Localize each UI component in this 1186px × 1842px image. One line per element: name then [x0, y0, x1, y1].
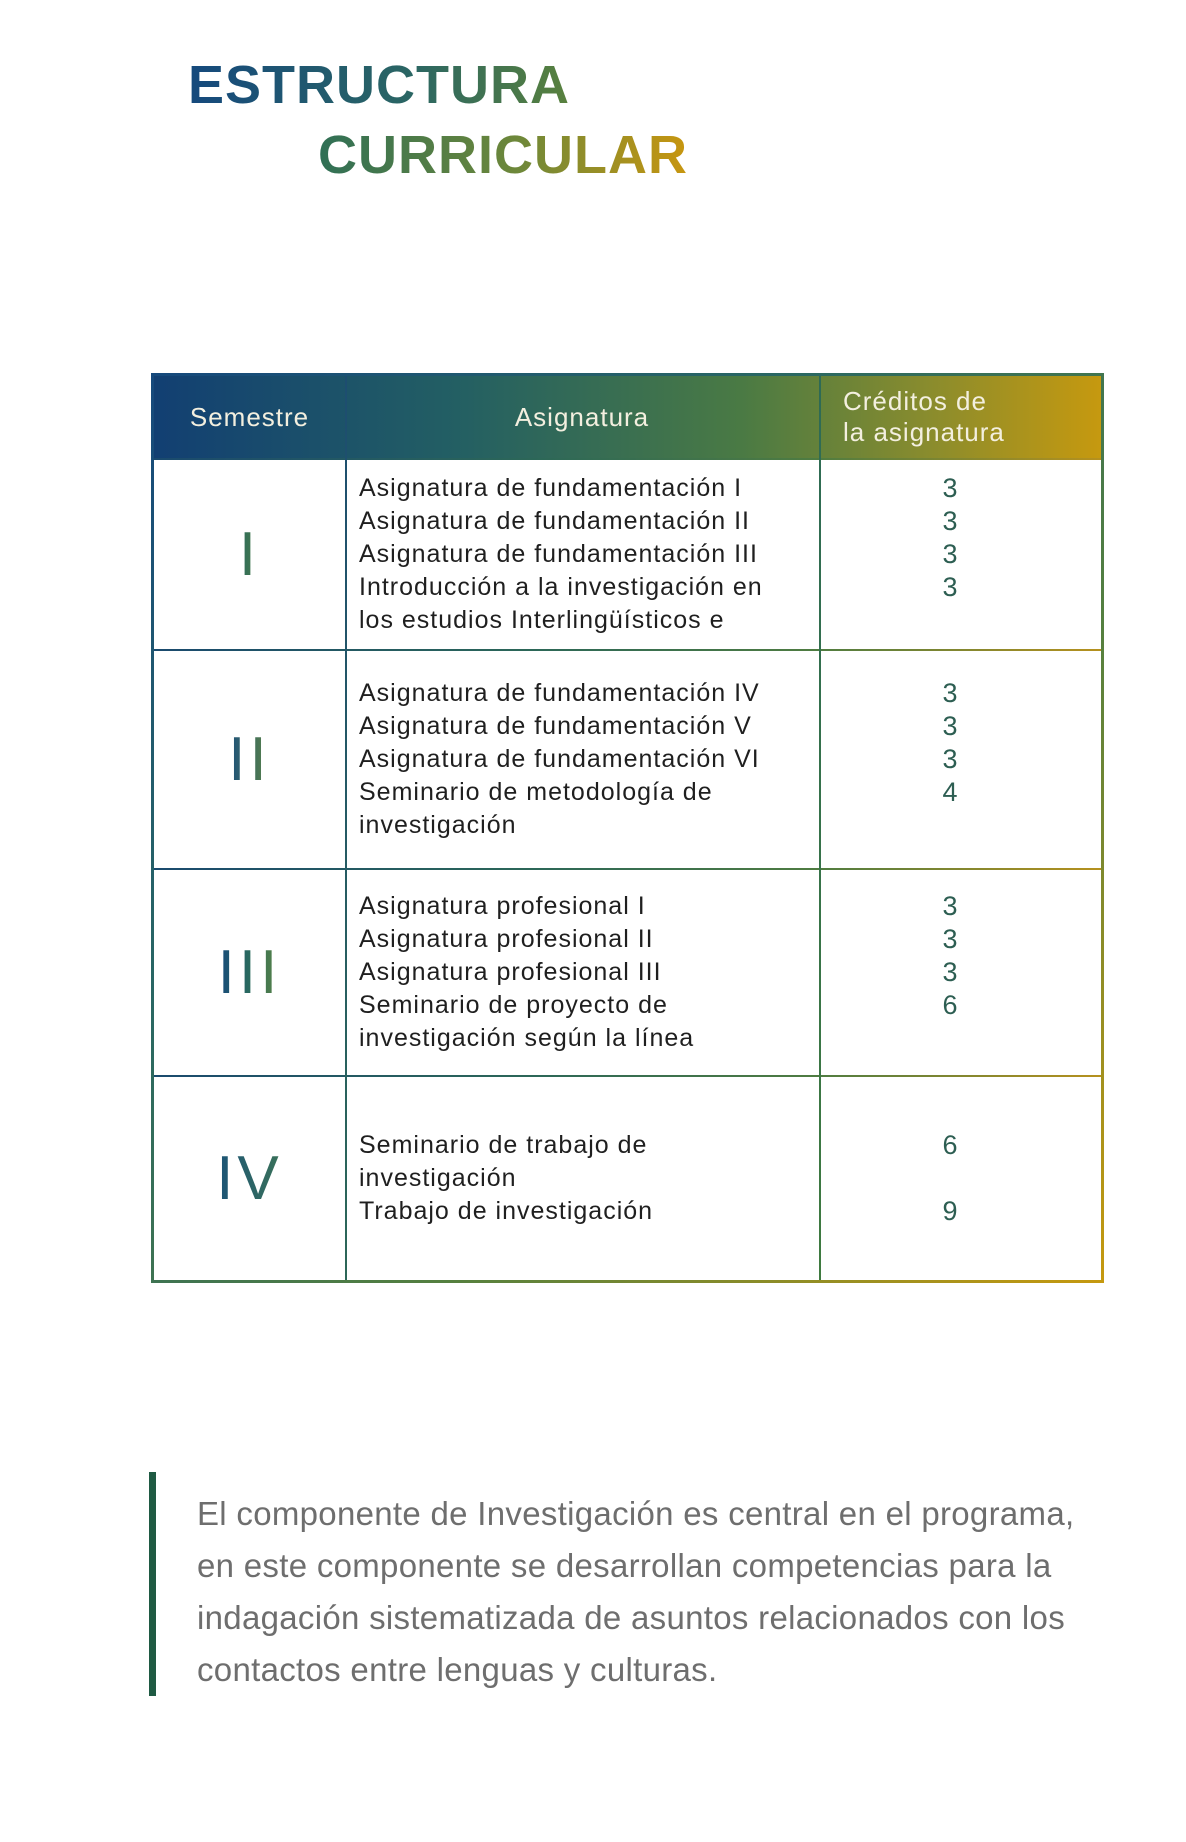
course-line: Asignatura de fundamentación II — [359, 507, 750, 535]
course-cell — [345, 651, 819, 868]
course-line: Seminario de proyecto de — [359, 991, 668, 1019]
course-line: Seminario de trabajo de — [359, 1131, 648, 1159]
roman-numeral: I — [238, 520, 261, 589]
course-line: Seminario de metodología de — [359, 778, 713, 806]
course-line: investigación según la línea — [359, 1024, 695, 1052]
table-row — [154, 651, 1101, 868]
table-row — [154, 1077, 1101, 1280]
course-line: Asignatura profesional II — [359, 925, 654, 953]
credit-value: 3 — [942, 539, 958, 569]
credits-cell — [819, 870, 1101, 1075]
curriculum-table — [151, 373, 1104, 1283]
semester-cell — [154, 460, 345, 649]
roman-numeral: IV — [216, 1144, 283, 1213]
page-title — [188, 50, 688, 190]
column-divider-1 — [345, 376, 347, 1280]
course-line: Asignatura de fundamentación I — [359, 474, 743, 502]
credit-value: 6 — [942, 990, 958, 1020]
curriculum-table-inner — [154, 376, 1101, 1280]
credit-value: 9 — [942, 1196, 958, 1226]
credits-cell — [819, 1077, 1101, 1280]
course-line: Asignatura de fundamentación III — [359, 540, 758, 568]
header-credits-line2: la asignatura — [843, 417, 1005, 447]
credits-cell — [819, 651, 1101, 868]
column-divider-2 — [819, 376, 821, 1280]
header-course-label: Asignatura — [514, 401, 650, 432]
semester-cell — [154, 1077, 345, 1280]
course-line: Trabajo de investigación — [359, 1197, 654, 1225]
header-credits — [819, 376, 1101, 458]
course-line: Asignatura de fundamentación VI — [359, 745, 760, 773]
semester-cell — [154, 651, 345, 868]
credit-value: 3 — [942, 572, 958, 602]
course-line: investigación — [359, 811, 517, 839]
roman-numeral: III — [217, 938, 282, 1007]
credits-cell — [819, 460, 1101, 649]
table-body — [154, 458, 1101, 1280]
credit-value: 3 — [942, 678, 958, 708]
course-line: los estudios Interlingüísticos e — [359, 606, 725, 634]
note-block — [149, 1472, 1074, 1696]
credit-value: 4 — [942, 777, 958, 807]
header-semester-label: Semestre — [189, 401, 310, 432]
semester-cell — [154, 870, 345, 1075]
course-line: Asignatura profesional III — [359, 958, 662, 986]
note-accent-bar — [149, 1472, 156, 1696]
note-line: indagación sistematizada de asuntos relacionados con los — [197, 1599, 1065, 1636]
credit-value: 3 — [942, 891, 958, 921]
title-line-2: CURRICULAR — [318, 120, 688, 190]
course-cell — [345, 460, 819, 649]
note-line: contactos entre lenguas y culturas. — [197, 1651, 718, 1688]
table-row — [154, 870, 1101, 1075]
course-line: Asignatura de fundamentación IV — [359, 679, 760, 707]
credit-value: 3 — [942, 473, 958, 503]
course-line: Introducción a la investigación en — [359, 573, 763, 601]
course-line: investigación — [359, 1164, 517, 1192]
table-header-row — [154, 376, 1101, 458]
table-row — [154, 460, 1101, 649]
roman-numeral: II — [228, 725, 271, 794]
header-course — [345, 376, 819, 458]
credit-value: 3 — [942, 506, 958, 536]
credit-value: 3 — [942, 744, 958, 774]
course-cell — [345, 870, 819, 1075]
note-text — [197, 1472, 1074, 1696]
title-line-1: ESTRUCTURA — [188, 50, 688, 120]
course-cell — [345, 1077, 819, 1280]
credit-value: 6 — [942, 1130, 958, 1160]
note-line: El componente de Investigación es central en el programa, — [197, 1495, 1075, 1532]
credit-value: 3 — [942, 924, 958, 954]
note-line: en este componente se desarrollan competencias para la — [197, 1547, 1052, 1584]
credit-value: 3 — [942, 957, 958, 987]
course-line: Asignatura profesional I — [359, 892, 646, 920]
header-semester — [154, 376, 345, 458]
course-line: Asignatura de fundamentación V — [359, 712, 752, 740]
credit-value: 3 — [942, 711, 958, 741]
header-credits-line1: Créditos de — [843, 386, 987, 416]
